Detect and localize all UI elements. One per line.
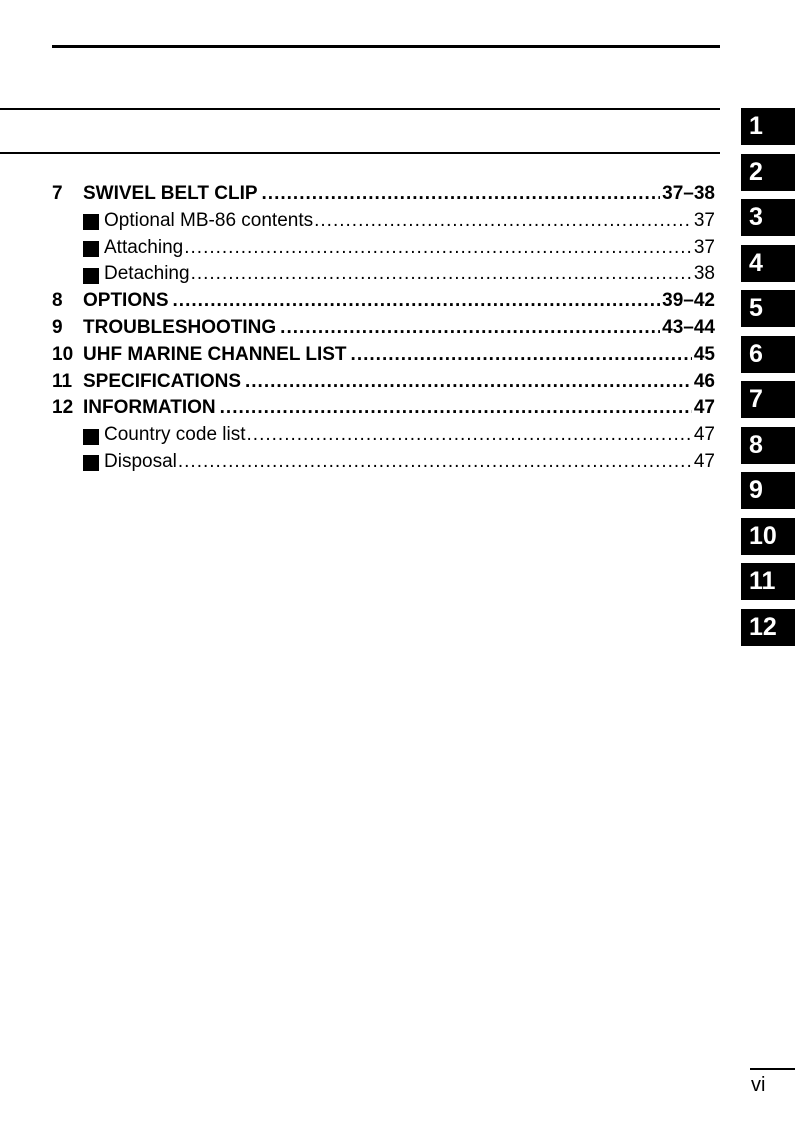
toc-title: Disposal — [104, 450, 177, 472]
toc-entry-swivel-belt-clip[interactable] — [52, 181, 715, 208]
dot-leader — [351, 342, 692, 369]
toc-title: OPTIONS — [83, 290, 169, 312]
square-bullet-icon — [83, 268, 99, 284]
square-bullet-icon — [83, 241, 99, 257]
header-rule-lower — [0, 152, 720, 154]
toc-number: 10 — [52, 343, 74, 365]
toc-page: 47 — [693, 424, 715, 446]
toc-title: Optional MB-86 contents — [104, 209, 314, 231]
toc-page: 47 — [693, 450, 715, 472]
toc-entry-uhf-marine-channel-list[interactable] — [52, 342, 715, 369]
header-rule-upper — [0, 108, 720, 110]
toc-entry-attaching[interactable] — [52, 235, 715, 262]
toc-entry-optional-mb86-contents[interactable] — [52, 208, 715, 235]
section-tab-6[interactable]: 6 — [741, 336, 795, 373]
toc-entry-information[interactable] — [52, 395, 715, 422]
square-bullet-icon — [83, 455, 99, 471]
toc-number: 8 — [52, 290, 63, 312]
toc-title: SPECIFICATIONS — [83, 370, 241, 392]
dot-leader — [173, 288, 661, 315]
section-tab-7[interactable]: 7 — [741, 381, 795, 418]
section-tab-2[interactable]: 2 — [741, 154, 795, 191]
toc-page: 37–38 — [662, 183, 715, 204]
dot-leader — [184, 235, 692, 262]
toc-entry-country-code-list[interactable] — [52, 422, 715, 449]
section-tab-8[interactable]: 8 — [741, 427, 795, 464]
section-tab-12[interactable]: 12 — [741, 609, 795, 646]
toc-page: 47 — [693, 397, 715, 419]
dot-leader — [245, 369, 692, 396]
toc-page: 45 — [693, 343, 715, 365]
dot-leader — [220, 395, 692, 422]
dot-leader — [262, 181, 661, 208]
dot-leader — [314, 208, 692, 235]
dot-leader — [280, 315, 660, 342]
toc-title: TROUBLESHOOTING — [83, 316, 277, 338]
square-bullet-icon — [83, 214, 99, 230]
toc-entry-detaching[interactable] — [52, 261, 715, 288]
section-tab-10[interactable]: 10 — [741, 518, 795, 555]
toc-page: 43–44 — [662, 316, 715, 338]
section-tab-3[interactable]: 3 — [741, 199, 795, 236]
section-tab-1[interactable]: 1 — [741, 108, 795, 145]
toc-entry-troubleshooting[interactable] — [52, 315, 715, 342]
top-rule — [52, 45, 720, 48]
toc-title: Attaching — [104, 236, 184, 258]
toc-title: SWIVEL BELT CLIP — [83, 183, 258, 204]
toc-title: Detaching — [104, 263, 190, 285]
toc-number: 11 — [52, 370, 73, 392]
section-tabs — [741, 108, 795, 654]
toc-page: 37 — [693, 209, 715, 231]
toc-page: 38 — [693, 263, 715, 285]
toc-page: 39–42 — [662, 290, 715, 312]
footer-rule — [750, 1068, 795, 1070]
toc-title: Country code list — [104, 424, 246, 446]
toc-number: 12 — [52, 397, 74, 419]
dot-leader — [191, 261, 692, 288]
toc-number: 9 — [52, 316, 63, 338]
toc-entry-disposal[interactable] — [52, 449, 715, 476]
toc-entry-specifications[interactable] — [52, 369, 715, 396]
section-tab-11[interactable]: 11 — [741, 563, 795, 600]
toc-page: 46 — [693, 370, 715, 392]
toc-page: 37 — [693, 236, 715, 258]
section-tab-5[interactable]: 5 — [741, 290, 795, 327]
toc-title: INFORMATION — [83, 397, 216, 419]
square-bullet-icon — [83, 429, 99, 445]
toc-entry-options[interactable] — [52, 288, 715, 315]
dot-leader — [247, 422, 692, 449]
toc-number: 7 — [52, 183, 63, 204]
page-number: vi — [751, 1074, 766, 1096]
section-tab-4[interactable]: 4 — [741, 245, 795, 282]
table-of-contents — [52, 181, 715, 476]
toc-title: UHF MARINE CHANNEL LIST — [83, 343, 347, 365]
dot-leader — [178, 449, 692, 476]
section-tab-9[interactable]: 9 — [741, 472, 795, 509]
